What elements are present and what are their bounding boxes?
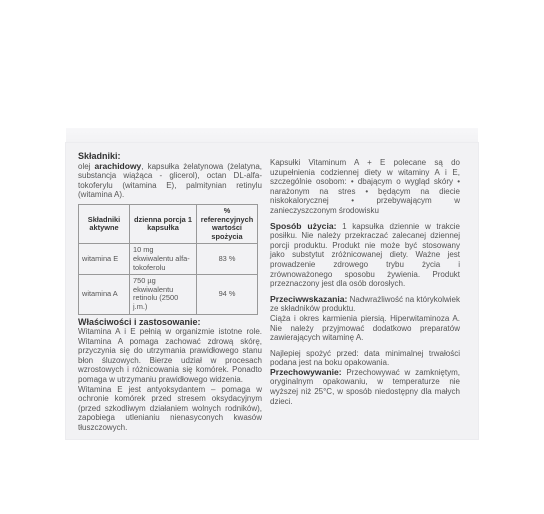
properties-heading: Właściwości i zastosowanie:: [78, 316, 201, 327]
right-column: [270, 158, 460, 406]
ingredients-pre: olej: [78, 161, 91, 171]
table-row: [79, 275, 258, 314]
storage-section: [270, 368, 460, 406]
properties-paragraph: Witamina E jest antyoksydantem – pomaga w ochronie komórek przed stresem oksydacyjnym (przed szkodliwym działaniem wolnych rodników), zapobiega utlenianiu nienasyconych kwasów tłuszczowych.: [78, 384, 262, 433]
intro-lead: Kapsułki Vitaminum A + E polecane są do uzupełnienia codziennej diety w witaminy A i E, szczególnie osobom:: [270, 158, 460, 187]
contraindications-heading: Przeciwwskazania:: [270, 293, 348, 304]
expiry-text: Najlepiej spożyć przed: data minimalnej trwałości podana jest na boku opakowania.: [270, 348, 460, 368]
storage-text: Przechowywać w zamkniętym, oryginalnym opakowaniu, w temperaturze nie wyższej niż 25°C, w sposób niedostępny dla małych dzieci.: [270, 367, 460, 406]
table-cell: witamina A: [79, 275, 130, 314]
table-row: [79, 244, 258, 275]
package-top-edge: [66, 128, 478, 143]
contraindications-text-2: Ciąża i okres karmienia piersią. Hiperwitaminoza A. Nie należy przyjmować dodatkowo preparatów zawierających witaminę A.: [270, 313, 460, 343]
bullet-icon: •: [457, 177, 460, 187]
intro-bullet: przebywającym w zanieczyszczonym środowisku: [270, 196, 460, 215]
left-column: [78, 152, 262, 433]
bullet-icon: •: [350, 177, 354, 187]
ingredients-bold: arachidowy: [94, 160, 142, 171]
contraindications-section: [270, 295, 460, 314]
contraindications-text: Nadwrażliwość na którykolwiek ze składników produktu.: [270, 294, 460, 314]
intro-bullet: narażonym na stres: [270, 186, 356, 196]
table-cell: witamina E: [79, 244, 130, 275]
table-header-cell: dzienna porcja 1 kapsułka: [130, 204, 197, 243]
ingredients-heading: Składniki:: [78, 151, 121, 161]
table-cell: 750 µg ekwiwalentu retinolu (2500 j.m.): [130, 275, 197, 314]
nutrition-table: [78, 204, 258, 315]
usage-text: 1 kapsułka dziennie w trakcie posiłku. Nie należy przekraczać zalecanej dziennej porcji produktu. Produkt nie może być stosowany jako substytut zróżnicowanej diety. Ważne jest prowadzenie zdrowego trybu życia i zrównoważonego sposobu żywienia. Produkt przeznaczony jest dla osób dorosłych.: [270, 221, 460, 289]
usage-heading: Sposób użycia:: [270, 220, 337, 231]
intro-bullet: będącym na diecie niskokalorycznej: [270, 186, 460, 206]
usage-section: [270, 222, 460, 289]
intro-text: [270, 158, 460, 216]
table-header-cell: % referencyjnych wartości spożycia: [197, 204, 258, 243]
table-cell: 94 %: [197, 275, 258, 314]
ingredients-rest: , kapsułka żelatynowa (żelatyna, substancja wiążąca - glicerol), octan DL-alfa-tokoferylu (witamina E), palmitynian retinylu (witamina A).: [78, 161, 262, 200]
table-header-row: [79, 204, 258, 243]
storage-heading: Przechowywanie:: [270, 366, 342, 377]
table-cell: 10 mg ekwiwalentu alfa-tokoferolu: [130, 244, 197, 275]
table-header-cell: Składniki aktywne: [79, 204, 130, 243]
intro-bullet: dbającym o wygląd skóry: [357, 177, 454, 187]
bullet-icon: •: [365, 186, 369, 196]
bullet-icon: •: [351, 196, 355, 206]
ingredients-text: [78, 162, 262, 200]
properties-paragraph: Witamina A i E pełnią w organizmie istotne role. Witamina A pomaga zachować zdrową skórę, przyczynia się do utrzymania prawidłowego stanu błon śluzowych. Bierze udział w procesach wzrostowych i różnicowania się komórek. Ponadto pomaga w utrzymaniu prawidłowego widzenia.: [78, 327, 262, 385]
table-cell: 83 %: [197, 244, 258, 275]
